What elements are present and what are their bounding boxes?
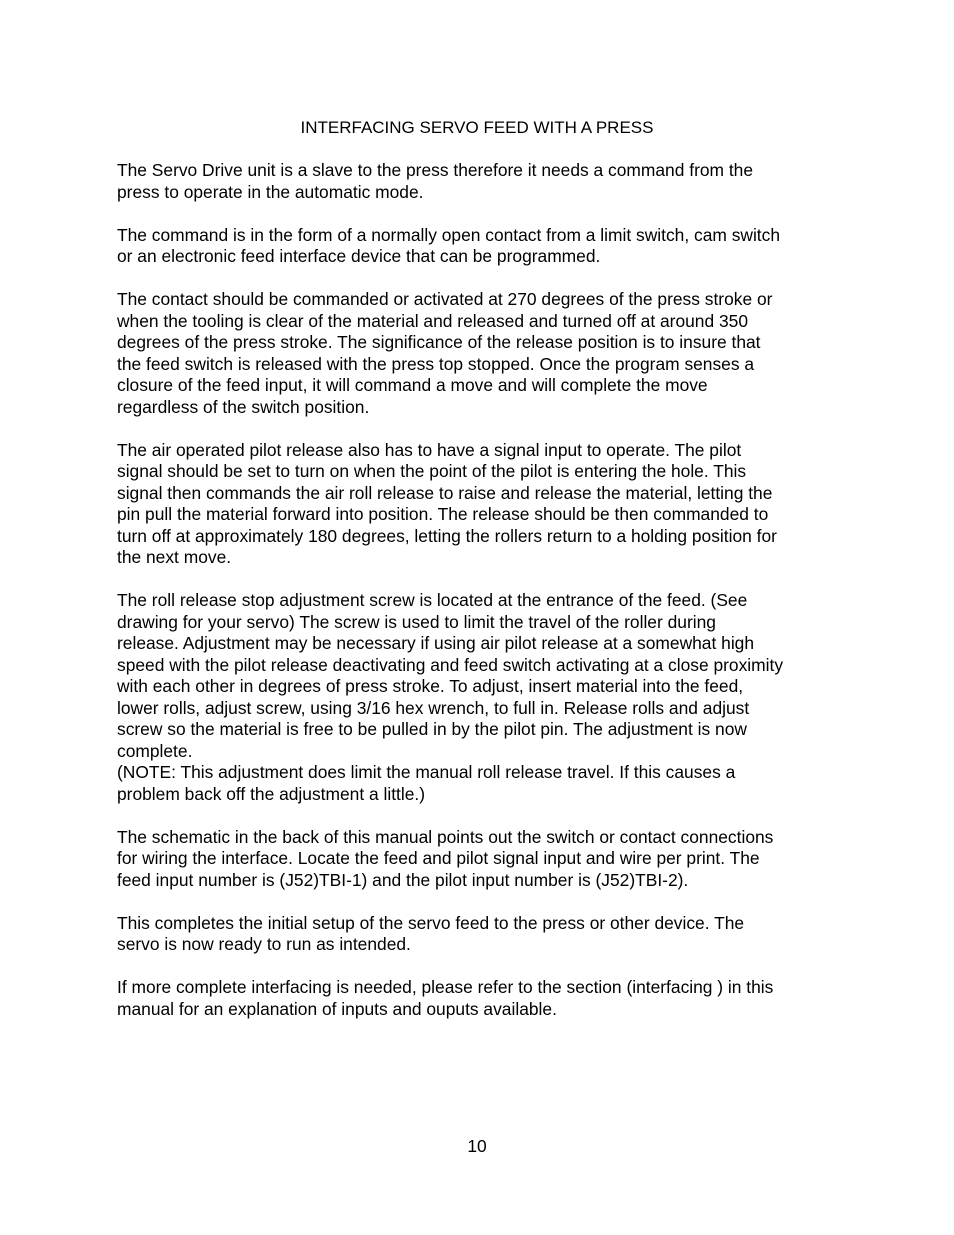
- page-title: INTERFACING SERVO FEED WITH A PRESS: [300, 118, 654, 137]
- paragraph-setup-complete: This completes the initial setup of the servo feed to the press or other device. The servo is now ready to run as intended.: [117, 912, 745, 954]
- paragraph-more-interfacing: If more complete interfacing is needed, please refer to the section (interfacing ) in this manual for an explanation of inputs and ouputs available.: [117, 977, 774, 1019]
- body-text: [117, 160, 841, 1042]
- paragraph-command-contact: The command is in the form of a normally open contact from a limit switch, cam switch or an electronic feed interface device that can be programmed.: [117, 224, 781, 266]
- paragraph-schematic-wiring: The schematic in the back of this manual points out the switch or contact connections for wiring the interface. Locate the feed and pilot signal input and wire per print. The feed input number is (J52)TBI-1) and the pilot input number is (J52)TBI-2).: [117, 826, 774, 890]
- paragraph-pilot-release: The air operated pilot release also has to have a signal input to operate. The pilot signal should be set to turn on when the point of the pilot is entering the hole. This signal then commands the air roll release to raise and release the material, letting the pin pull the material forward into position. The release should be then commanded to turn off at approximately 180 degrees, letting the rollers return to a holding position for the next move.: [117, 439, 777, 567]
- paragraph-servo-slave: The Servo Drive unit is a slave to the press therefore it needs a command from the press to operate in the automatic mode.: [117, 160, 754, 202]
- paragraph-adjustment-note: (NOTE: This adjustment does limit the manual roll release travel. If this causes a problem back off the adjustment a little.): [117, 762, 736, 804]
- paragraph-roll-release-adjustment: The roll release stop adjustment screw is located at the entrance of the feed. (See drawing for your servo) The screw is used to limit the travel of the roller during release. Adjustment may be necessary if using air pilot release at a somewhat high speed with the pilot release deactivating and feed switch activating at a close proximity with each other in degrees of press stroke. To adjust, insert material into the feed, lower rolls, adjust screw, using 3/16 hex wrench, to full in. Release rolls and adjust screw so the material is free to be pulled in by the pilot pin. The adjustment is now complete.: [117, 590, 784, 761]
- page-number: 10: [467, 1136, 487, 1156]
- paragraph-contact-timing: The contact should be commanded or activated at 270 degrees of the press stroke or when the tooling is clear of the material and released and turned off at around 350 degrees of the press stroke. The significance of the release position is to insure that the feed switch is released with the press top stopped. Once the program senses a closure of the feed input, it will command a move and will complete the move regardless of the switch position.: [117, 289, 773, 417]
